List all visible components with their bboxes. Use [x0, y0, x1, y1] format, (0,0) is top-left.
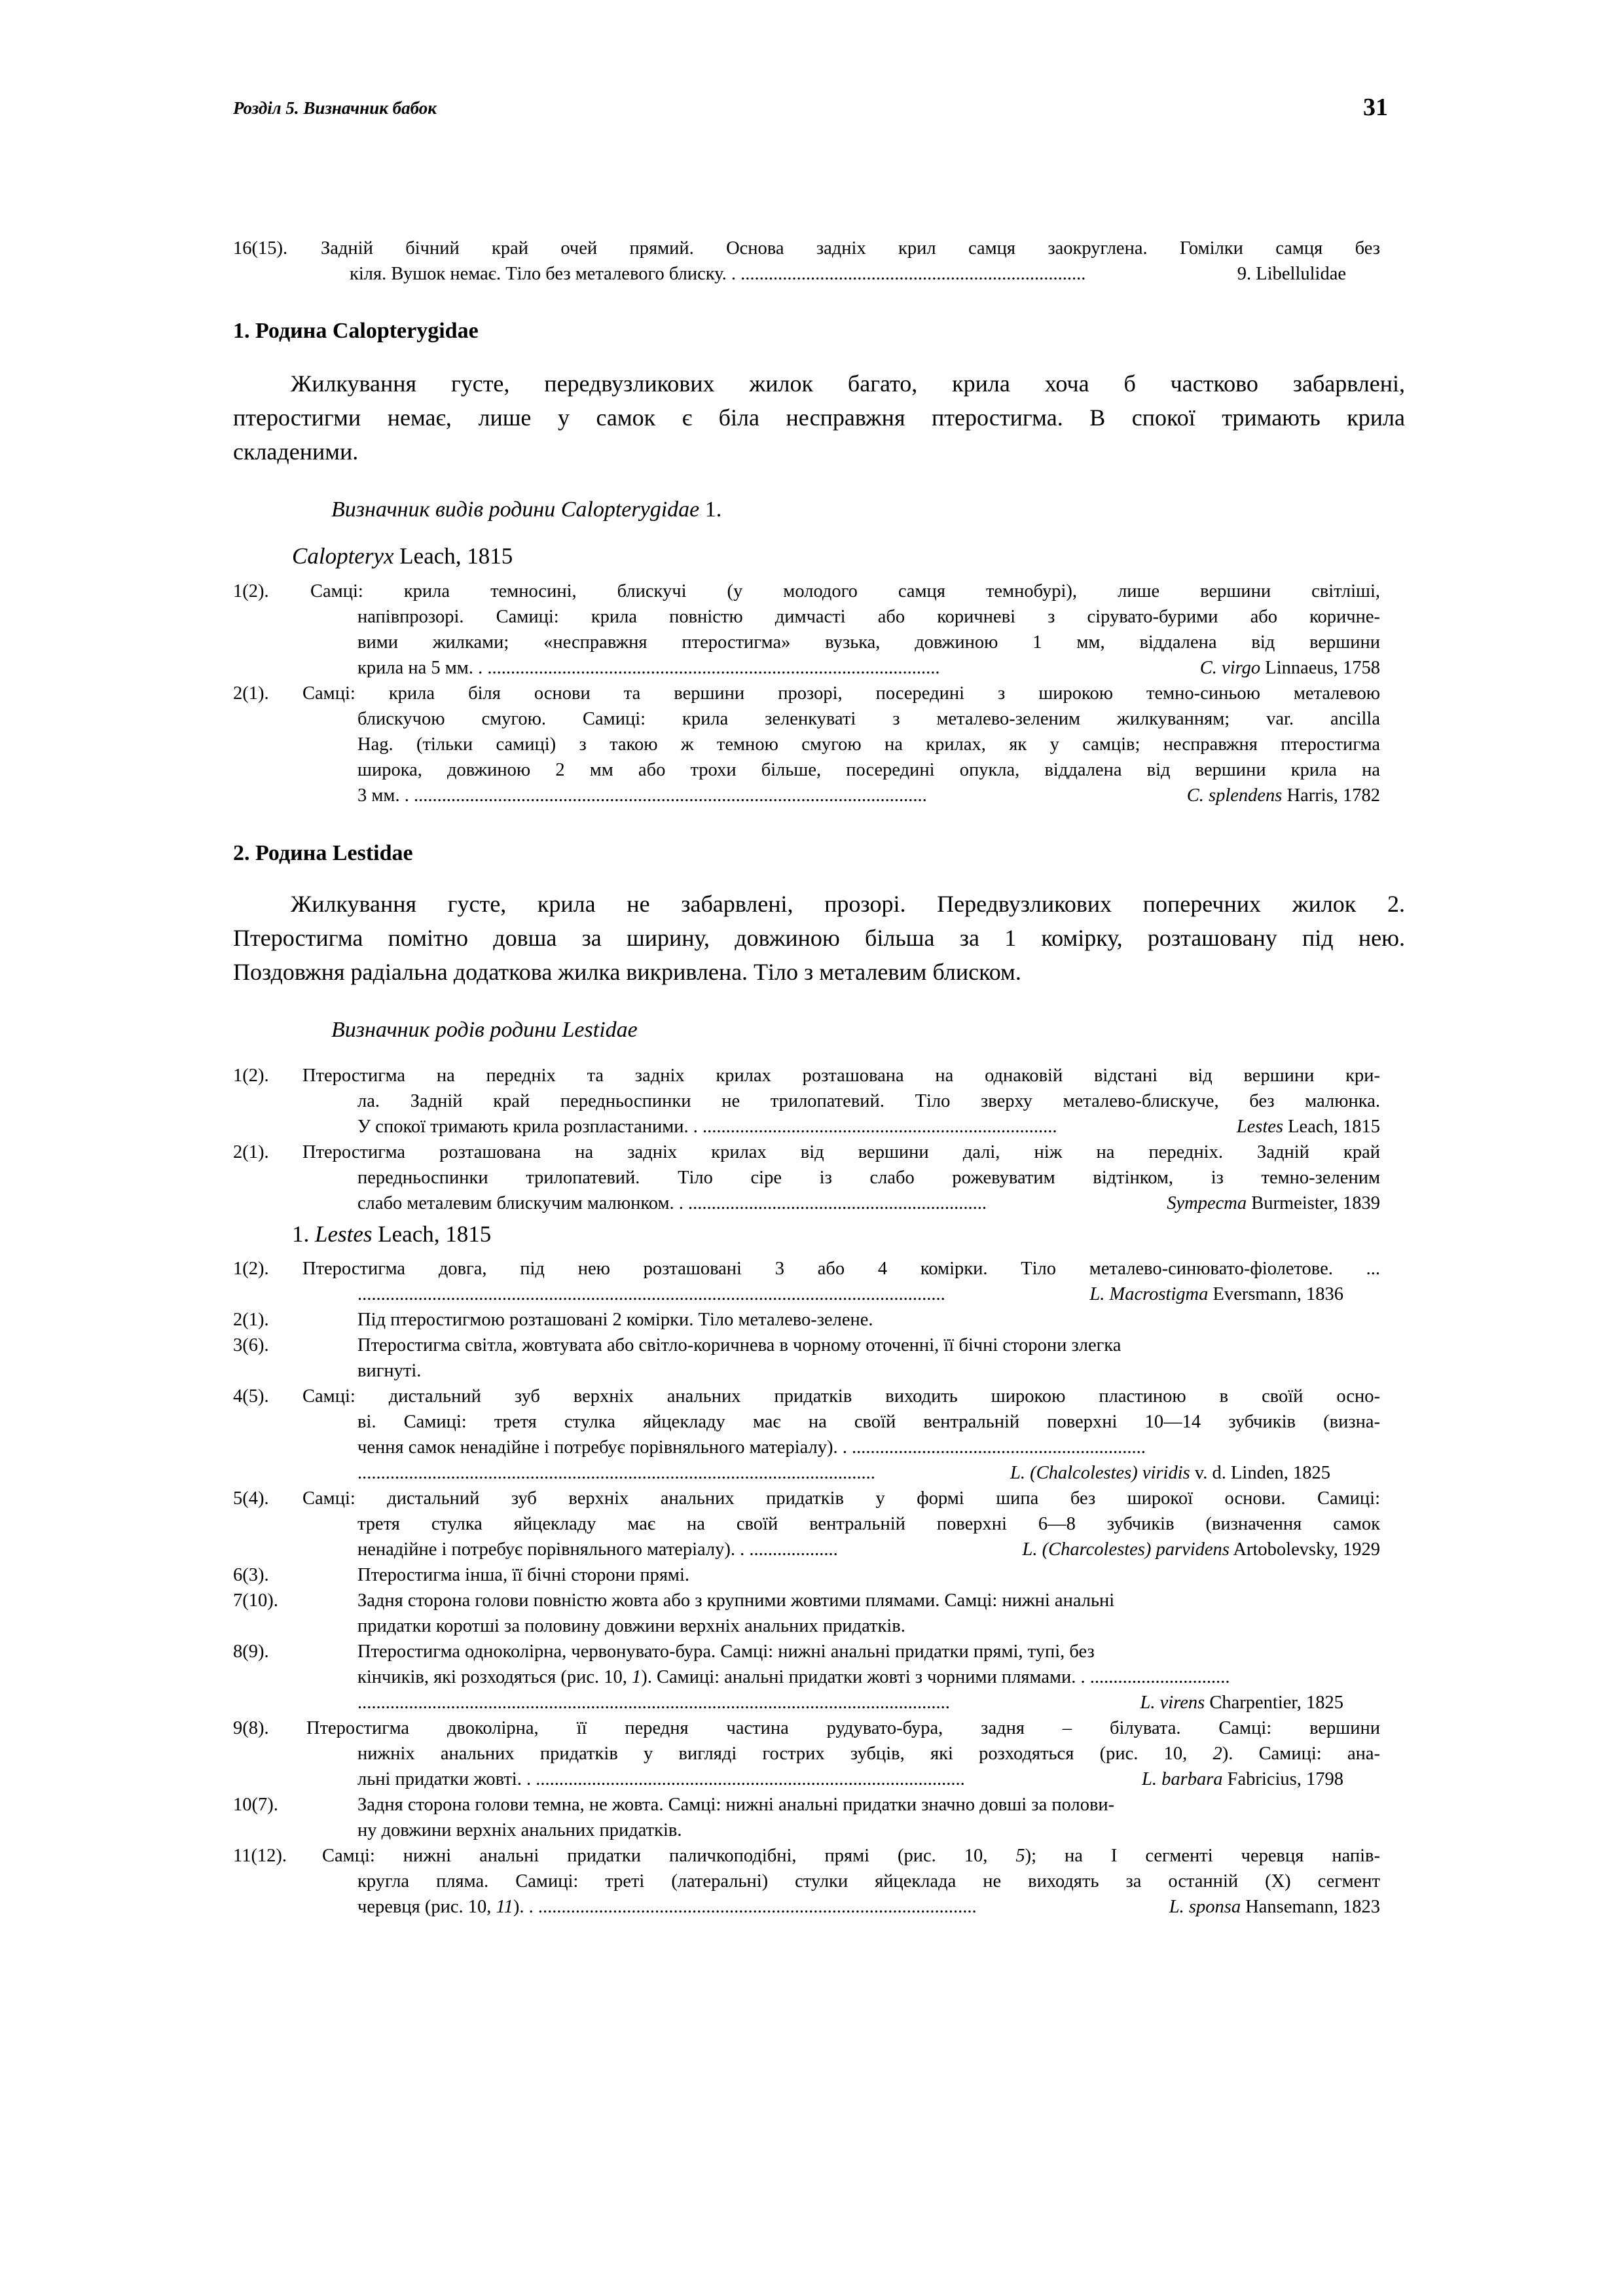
family-title-calopterygidae: 1. Родина Calopterygidae	[233, 319, 479, 343]
species-entry: 1(2). Птеростигма довга, під нею розташовані 3 або 4 комірки. Тіло металево-синювато-фіолетове. ... .............................................................................................................................. L. Macrostigma Eversmann, 1836	[233, 1259, 1380, 1304]
species-entry: 7(10). Задня сторона голови повністю жовта або з крупними жовтими плямами. Самці: нижні анальні придатки коротші за половину довжини верхніх анальних придатків.	[233, 1590, 1115, 1636]
family-title-lestidae: 2. Родина Lestidae	[233, 841, 413, 865]
species-entry: 4(5). Самці: дистальний зуб верхніх анальних придатків виходить широкою пластиною в своїй осно- ві. Самиці: третя стулка яйцекладу має на своїй вентральній поверхні 10—14 зубчиків (визна- чення самок ненадійне і потребує порівняльного матеріалу). . ............................................................... ............................................................................................................... L. (Chalcolestes) viridis v. d. Linden, 1825	[233, 1386, 1380, 1483]
genus-heading-lestes: 1. Lestes Leach, 1815	[292, 1221, 492, 1247]
entry-line: Задній бічний край очей прямий. Основа задніх крил самця заокруглена. Гомілки самця без	[321, 238, 1380, 259]
key-entry: 1(2). Самці: крила темносині, блискучі (у молодого самця темнобурі), лише вершини світліші, напівпрозорі. Самиці: крила повністю димчасті або коричневі з сірувато-бурими або коричне- вими жилками; «несправжня птеростигма» вузька, довжиною 1 мм, віддалена від вершини крила на 5 мм. . ................................................................................................. C. virgo Linnaeus, 1758	[233, 581, 1380, 678]
entry-number: 16(15).	[233, 238, 288, 259]
species-entry: 8(9). Птеростигма одноколірна, червонувато-бура. Самці: нижні анальні придатки прямі, тупі, без кінчиків, які розходяться (рис. 10, 1). Самиці: анальні придатки жовті з чорними плямами. . .............................. ............................................................................................................................... L. virens Charpentier, 1825	[233, 1641, 1343, 1713]
species-entry: 11(12). Самці: нижні анальні придатки паличкоподібні, прямі (рис. 10, 5); на I сегменті черевця напів- кругла пляма. Самиці: треті (латеральні) стулки яйцеклада не виходять за останній (X) сегмент черевця (рис. 10, 11). . .............................................................................................. L. sponsa Hansemann, 1823	[233, 1846, 1380, 1917]
species-entry: 5(4). Самці: дистальний зуб верхніх анальних придатків у формі шипа без широкої основи. Самиці: третя стулка яйцекладу має на своїй вентральній поверхні 6—8 зубчиків (визначення самок ненадійне і потребує порівняльного матеріалу). . ................... L. (Charcolestes) parvidens Artobolevsky, 1929	[233, 1488, 1380, 1560]
family-description-calopterygidae: Жилкування густе, передвузликових жилок багато, крила хоча б частково забарвлені, птеростигми немає, лише у самок є біла несправжня птеростигма. В спокої тримають крила складеними.	[233, 370, 1405, 465]
key-entry: 2(1). Самці: крила біля основи та вершини прозорі, посередині з широкою темно-синьою металевою блискучою смугою. Самиці: крила зеленкуваті з металево-зеленим жилкуванням; var. ancilla Hag. (тільки самиці) з такою ж темною смугою на крилах, як у самців; несправжня птеростигма широка, довжиною 2 мм або трохи більше, посередині опукла, віддалена від вершини крила на 3 мм. . .............................................................................................................. C. splendens Harris, 1782	[233, 683, 1380, 806]
species-entry: 9(8). Птеростигма двоколірна, її передня частина рудувато-бура, задня – білувата. Самці: вершини нижніх анальних придатків у вигляді гострих зубців, які розходяться (рис. 10, 2). Самиці: ана- льні придатки жовті. . ............................................................................................ L. barbara Fabricius, 1798	[233, 1718, 1380, 1789]
page-number: 31	[1363, 94, 1388, 121]
key-title-lestidae: Визначник родів родини Lestidae	[331, 1018, 638, 1042]
running-header: Розділ 5. Визначник бабок	[233, 98, 437, 118]
species-entry: 10(7). Задня сторона голови темна, не жовта. Самці: нижні анальні придатки значно довші за полови- ну довжини верхніх анальних придатків.	[233, 1795, 1115, 1840]
species-entry: 3(6). Птеростигма світла, жовтувата або світло-коричнева в чорному оточенні, її бічні сторони злегка вигнуті.	[233, 1335, 1122, 1381]
species-entry: 2(1). Під птеростигмою розташовані 2 комірки. Тіло металево-зелене.	[233, 1310, 873, 1330]
genus-heading-calopteryx: Calopteryx Leach, 1815	[292, 543, 513, 569]
key-entry: 1(2). Птеростигма на передніх та задніх крилах розташована на однаковій відстані від вершини кри- ла. Задній край передньоспинки не трилопатевий. Тіло зверху металево-блискуче, без малюнка. У спокої тримають крила розпластаними. . ............................................................................ Lestes Leach, 1815	[233, 1066, 1380, 1137]
key-entry-16	[233, 236, 1380, 287]
entry-line: кіля. Вушок немає. Тіло без металевого блиску. . ..........................................................................	[350, 264, 1086, 284]
species-entry: 6(3). Птеростигма інша, її бічні сторони прямі.	[233, 1565, 690, 1585]
entry-result: 9. Libellulidae	[1237, 264, 1346, 284]
key-entry: 2(1). Птеростигма розташована на задніх крилах від вершини далі, ніж на передніх. Задній край передньоспинки трилопатевий. Тіло сіре із слабо рожевуватим відтінком, із темно-зеленим слабо металевим блискучим малюнком. . ................................................................ Sympecma Burmeister, 1839	[233, 1142, 1380, 1213]
key-title-calopterygidae: Визначник видів родини Calopterygidae 1.	[331, 497, 722, 522]
family-description-lestidae: Жилкування густе, крила не забарвлені, прозорі. Передвузликових поперечних жилок 2. Птеростигма помітно довша за ширину, довжиною більша за 1 комірку, розташовану під нею. Поздовжня радіальна додаткова жилка викривлена. Тіло з металевим блиском.	[233, 891, 1405, 985]
